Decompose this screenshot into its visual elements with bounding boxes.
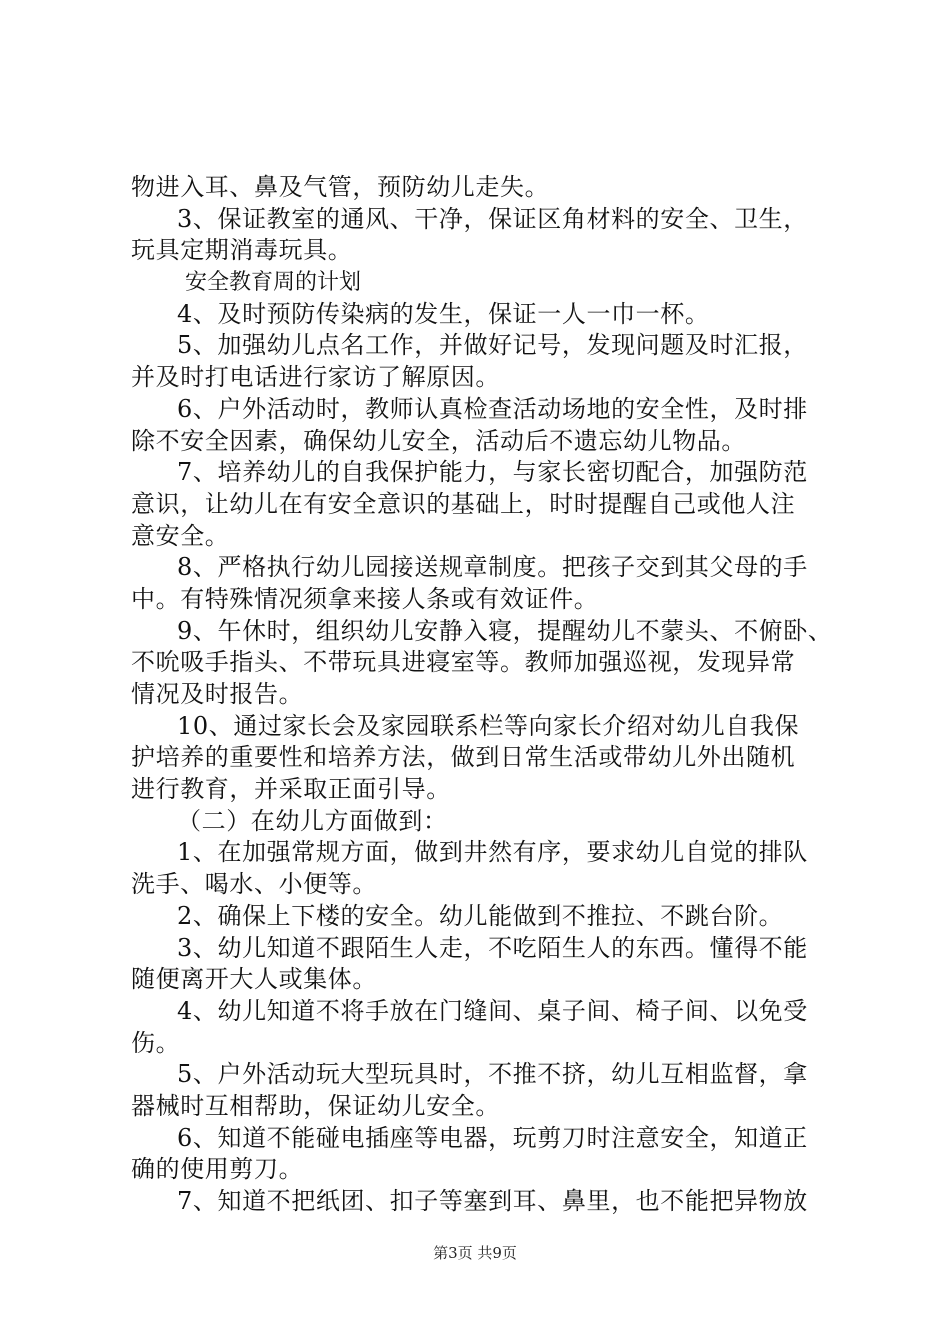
text-line: 5、加强幼儿点名工作，并做好记号，发现问题及时汇报， xyxy=(177,331,808,360)
text-line: 意安全。 xyxy=(131,521,230,550)
text-line: 1、在加强常规方面，做到井然有序，要求幼儿自觉的排队 xyxy=(177,838,808,867)
page-number-footer: 第3页 共9页 xyxy=(433,1244,517,1262)
text-line: 确的使用剪刀。 xyxy=(131,1155,304,1184)
text-line: 2、确保上下楼的安全。幼儿能做到不推拉、不跳台阶。 xyxy=(177,901,784,930)
text-line: 7、培养幼儿的自我保护能力，与家长密切配合，加强防范 xyxy=(177,458,808,487)
text-line: 伤。 xyxy=(131,1028,181,1057)
text-line: 情况及时报告。 xyxy=(131,680,304,708)
text-line: 8、严格执行幼儿园接送规章制度。把孩子交到其父母的手 xyxy=(177,553,808,582)
text-line: 除不安全因素，确保幼儿安全，活动后不遗忘幼儿物品。 xyxy=(131,426,746,455)
text-line: 7、知道不把纸团、扣子等塞到耳、鼻里，也不能把异物放 xyxy=(177,1187,808,1215)
text-line: 护培养的重要性和培养方法，做到日常生活或带幼儿外出随机 xyxy=(131,743,796,772)
text-line: 6、户外活动时，教师认真检查活动场地的安全性，及时排 xyxy=(177,394,808,423)
text-line: 洗手、喝水、小便等。 xyxy=(131,870,377,899)
text-line: 随便离开大人或集体。 xyxy=(131,965,377,994)
text-line: 意识，让幼儿在有安全意识的基础上，时时提醒自己或他人注 xyxy=(131,489,796,518)
text-line: 物进入耳、鼻及气管，预防幼儿走失。 xyxy=(131,173,550,201)
text-line: 5、户外活动玩大型玩具时，不推不挤，幼儿互相监督，拿 xyxy=(177,1060,808,1089)
text-line: 并及时打电话进行家访了解原因。 xyxy=(131,363,500,392)
text-line: 进行教育，并采取正面引导。 xyxy=(131,775,451,804)
text-line: 不吮吸手指头、不带玩具进寝室等。教师加强巡视，发现异常 xyxy=(131,648,796,677)
document-body xyxy=(131,172,831,1218)
text-line: 10、通过家长会及家园联系栏等向家长介绍对幼儿自我保 xyxy=(177,711,800,740)
section-subtitle: 安全教育周的计划 xyxy=(185,270,362,296)
text-line: 6、知道不能碰电插座等电器，玩剪刀时注意安全，知道正 xyxy=(177,1123,808,1152)
text-line: 3、保证教室的通风、干净，保证区角材料的安全、卫生， xyxy=(177,204,808,233)
section-heading: （二）在幼儿方面做到： xyxy=(177,806,448,835)
text-line: 4、及时预防传染病的发生，保证一人一巾一杯。 xyxy=(177,299,710,328)
text-line: 4、幼儿知道不将手放在门缝间、桌子间、椅子间、以免受 xyxy=(177,996,808,1025)
text-line: 9、午休时，组织幼儿安静入寝，提醒幼儿不蒙头、不俯卧、 xyxy=(177,616,833,645)
text-line: 器械时互相帮助，保证幼儿安全。 xyxy=(131,1091,500,1120)
text-line: 3、幼儿知道不跟陌生人走，不吃陌生人的东西。懂得不能 xyxy=(177,933,808,962)
text-line: 玩具定期消毒玩具。 xyxy=(131,236,353,265)
text-line: 中。有特殊情况须拿来接人条或有效证件。 xyxy=(131,584,599,613)
